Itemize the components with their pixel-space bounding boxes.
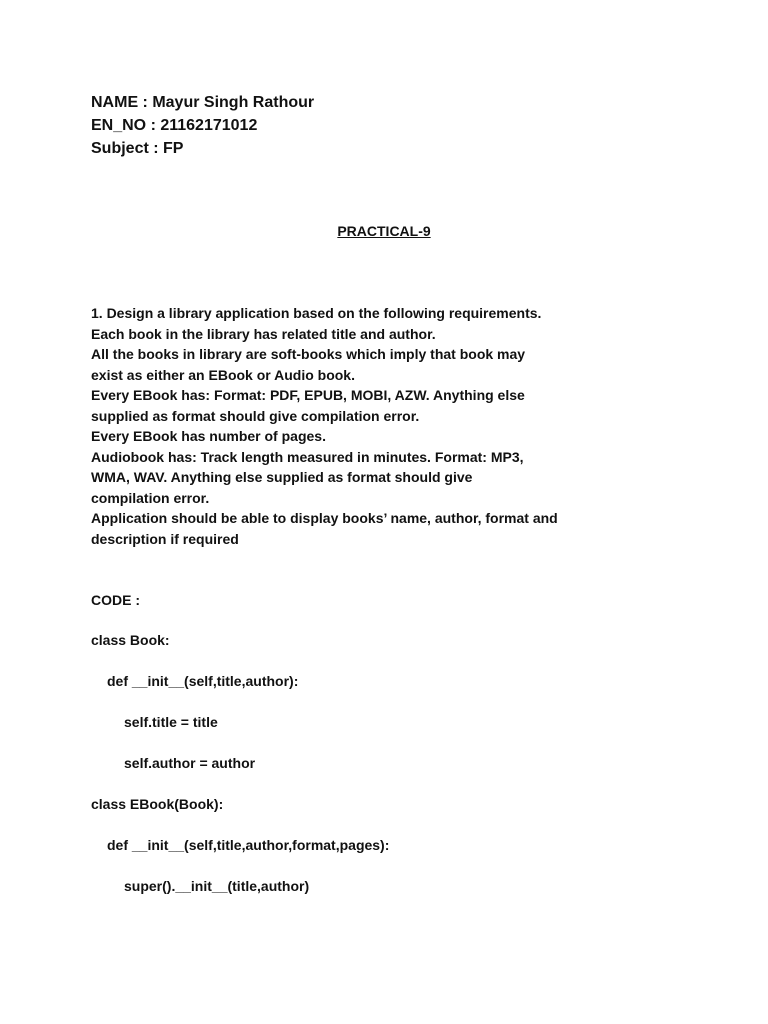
code-line: super().__init__(title,author): [124, 878, 310, 894]
question-line: description if required: [91, 530, 239, 547]
code-heading: CODE :: [91, 592, 140, 608]
code-line: def __init__(self,title,author):: [107, 673, 299, 689]
code-line: def __init__(self,title,author,format,pages):: [107, 837, 390, 853]
code-line: self.title = title: [124, 714, 218, 730]
code-line: class EBook(Book):: [91, 796, 224, 812]
practical-title: PRACTICAL-9: [337, 223, 431, 239]
question-line: WMA, WAV. Anything else supplied as format should give: [91, 469, 473, 485]
question-line: Every EBook has number of pages.: [91, 428, 326, 444]
question-line: Every EBook has: Format: PDF, EPUB, MOBI, AZW. Anything else: [91, 387, 525, 403]
question-line: compilation error.: [91, 489, 210, 506]
question-line: Audiobook has: Track length measured in minutes. Format: MP3,: [91, 448, 524, 465]
student-info: [91, 91, 314, 160]
code-line: self.author = author: [124, 755, 256, 771]
question-line: Each book in the library has related title and author.: [91, 325, 436, 342]
subject: Subject : FP: [91, 140, 184, 157]
question-line: All the books in library are soft-books which imply that book may: [91, 346, 526, 362]
code-line: class Book:: [91, 632, 170, 648]
question-text: [91, 303, 691, 549]
question-line: 1. Design a library application based on the following requirements.: [91, 305, 542, 321]
question-line: supplied as format should give compilation error.: [91, 407, 420, 424]
question-line: exist as either an EBook or Audio book.: [91, 366, 355, 383]
student-name: NAME : Mayur Singh Rathour: [91, 94, 315, 111]
enrollment-number: EN_NO : 21162171012: [91, 117, 258, 134]
question-line: Application should be able to display books’ name, author, format and: [91, 510, 558, 526]
